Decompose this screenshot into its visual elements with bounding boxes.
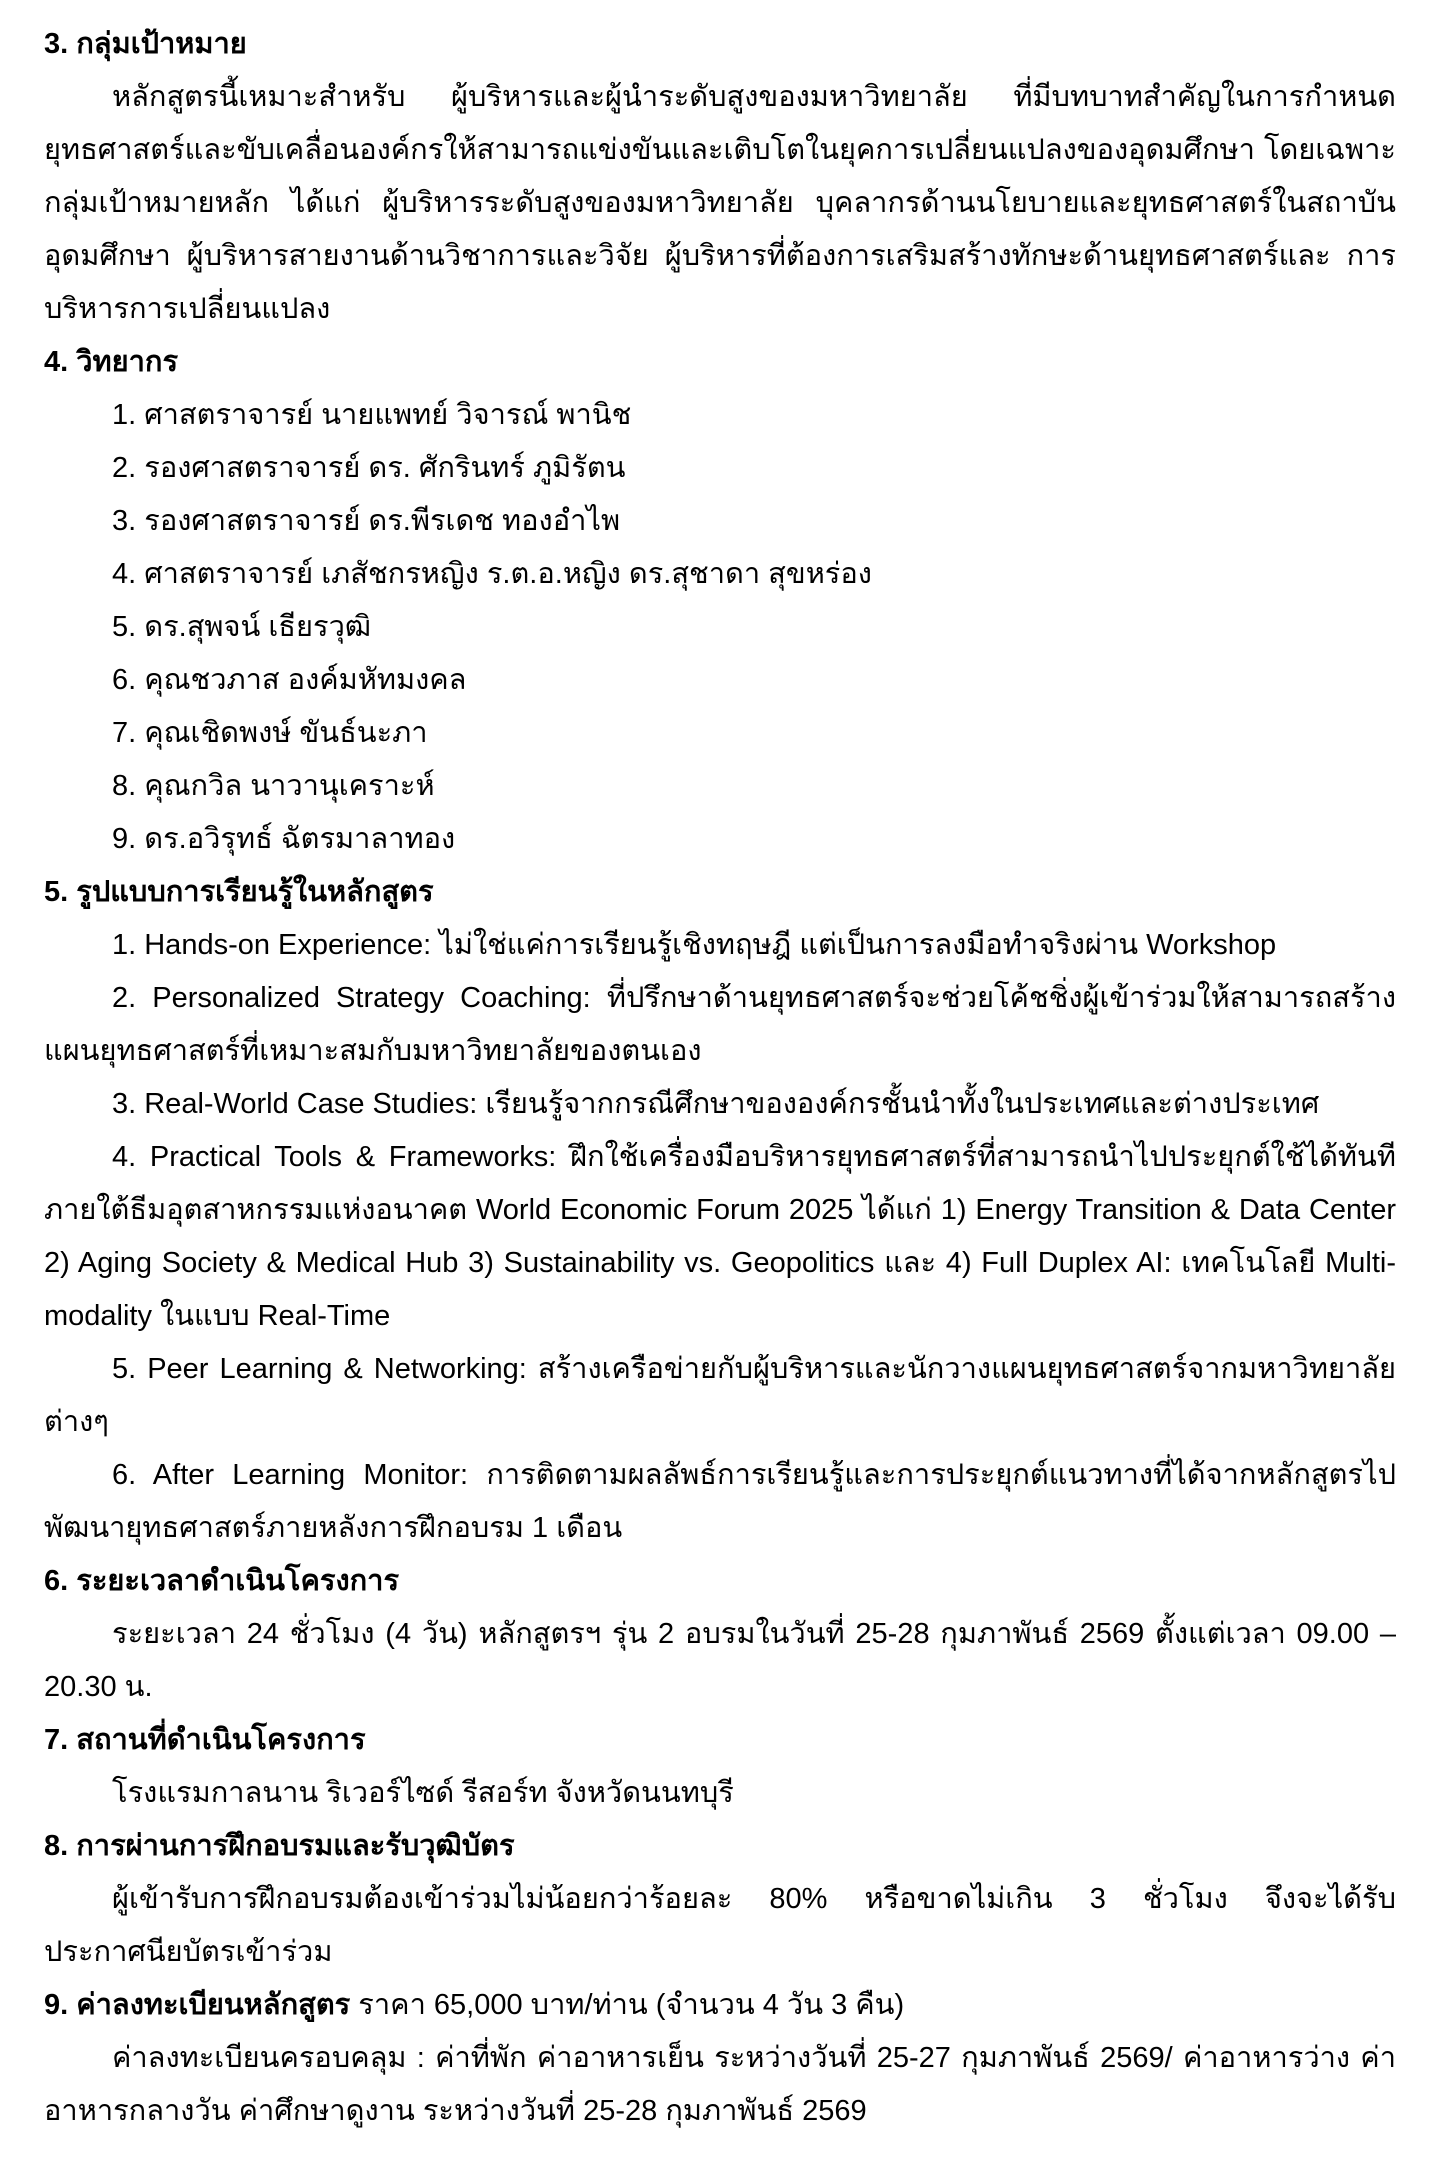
- paragraph: 5. Peer Learning & Networking: สร้างเครือข่ายกับผู้บริหารและนักวางแผนยุทธศาสตร์จากมหาวิทยาลัยต่างๆ: [44, 1353, 1396, 1438]
- section-heading: [44, 1979, 1396, 2032]
- paragraph: ระยะเวลา 24 ชั่วโมง (4 วัน) หลักสูตรฯ รุ่น 2 อบรมในวันที่ 25-28 กุมภาพันธ์ 2569 ตั้งแต่เวลา 09.00 – 20.30 น.: [44, 1618, 1396, 1703]
- list-item: 5. ดร.สุพจน์ เธียรวุฒิ: [112, 611, 372, 643]
- paragraph: 2. Personalized Strategy Coaching: ที่ปรึกษาด้านยุทธศาสตร์จะช่วยโค้ชชิ่งผู้เข้าร่วมให้สามารถสร้างแผนยุทธศาสตร์ที่เหมาะสมกับมหาวิทยาลัยของตนเอง: [44, 982, 1396, 1067]
- section-heading: 5. รูปแบบการเรียนรู้ในหลักสูตร: [44, 876, 434, 908]
- list-item: 7. คุณเชิดพงษ์ ขันธ์นะภา: [112, 717, 428, 749]
- section-heading: 7. สถานที่ดำเนินโครงการ: [44, 1724, 366, 1756]
- list-item: 9. ดร.อวิรุทธ์ ฉัตรมาลาทอง: [112, 823, 456, 855]
- section-heading: 3. กลุ่มเป้าหมาย: [44, 28, 247, 60]
- section-heading-normal-part: ราคา 65,000 บาท/ท่าน (จำนวน 4 วัน 3 คืน): [350, 1989, 905, 2021]
- paragraph: ค่าลงทะเบียนครอบคลุม : ค่าที่พัก ค่าอาหารเย็น ระหว่างวันที่ 25-27 กุมภาพันธ์ 2569/ ค่าอาหารว่าง ค่าอาหารกลางวัน ค่าศึกษาดูงาน ระหว่างวันที่ 25-28 กุมภาพันธ์ 2569: [44, 2042, 1396, 2127]
- list-item: 8. คุณกวิล นาวานุเคราะห์: [112, 770, 435, 802]
- section-heading: 6. ระยะเวลาดำเนินโครงการ: [44, 1565, 400, 1597]
- section-heading-bold-part: 9. ค่าลงทะเบียนหลักสูตร: [44, 1989, 351, 2021]
- paragraph: 4. Practical Tools & Frameworks: ฝึกใช้เครื่องมือบริหารยุทธศาสตร์ที่สามารถนำไปประยุกต์ใช้ได้ทันที ภายใต้ธีมอุตสาหกรรมแห่งอนาคต World Economic Forum 2025 ได้แก่ 1) Energy Transition & Data Center 2) Aging Society & Medical Hub 3) Sustainability vs. Geopolitics และ 4) Full Duplex AI: เทคโนโลยี Multi-modality ในแบบ Real-Time: [44, 1141, 1396, 1332]
- list-item: 1. ศาสตราจารย์ นายแพทย์ วิจารณ์ พานิช: [112, 399, 632, 431]
- section-heading: 8. การผ่านการฝึกอบรมและรับวุฒิบัตร: [44, 1830, 515, 1862]
- list-item: 2. รองศาสตราจารย์ ดร. ศักรินทร์ ภูมิรัตน: [112, 452, 626, 484]
- paragraph: โรงแรมกาลนาน ริเวอร์ไซด์ รีสอร์ท จังหวัดนนทบุรี: [112, 1777, 734, 1809]
- section-heading: 4. วิทยากร: [44, 346, 179, 378]
- paragraph: หลักสูตรนี้เหมาะสำหรับ ผู้บริหารและผู้นำระดับสูงของมหาวิทยาลัย ที่มีบทบาทสำคัญในการกำหนดยุทธศาสตร์และขับเคลื่อนองค์กรให้สามารถแข่งขันและเติบโตในยุคการเปลี่ยนแปลงของอุดมศึกษา โดยเฉพาะกลุ่มเป้าหมายหลัก ได้แก่ ผู้บริหารระดับสูงของมหาวิทยาลัย บุคลากรด้านนโยบายและยุทธศาสตร์ในสถาบันอุดมศึกษา ผู้บริหารสายงานด้านวิชาการและวิจัย ผู้บริหารที่ต้องการเสริมสร้างทักษะด้านยุทธศาสตร์และ การบริหารการเปลี่ยนแปลง: [44, 81, 1396, 325]
- paragraph: 6. After Learning Monitor: การติดตามผลลัพธ์การเรียนรู้และการประยุกต์แนวทางที่ได้จากหลักสูตรไปพัฒนายุทธศาสตร์ภายหลังการฝึกอบรม 1 เดือน: [44, 1459, 1396, 1544]
- list-item: 6. คุณชวภาส องค์มหัทมงคล: [112, 664, 467, 696]
- list-item: 3. รองศาสตราจารย์ ดร.พีรเดช ทองอำไพ: [112, 505, 621, 537]
- list-item: 4. ศาสตราจารย์ เภสัชกรหญิง ร.ต.อ.หญิง ดร.สุชาดา สุขหร่อง: [112, 558, 872, 590]
- paragraph: ผู้เข้ารับการฝึกอบรมต้องเข้าร่วมไม่น้อยกว่าร้อยละ 80% หรือขาดไม่เกิน 3 ชั่วโมง จึงจะได้รับประกาศนียบัตรเข้าร่วม: [44, 1883, 1396, 1968]
- paragraph: 3. Real-World Case Studies: เรียนรู้จากกรณีศึกษาขององค์กรชั้นนำทั้งในประเทศและต่างประเทศ: [112, 1088, 1320, 1120]
- paragraph: 1. Hands-on Experience: ไม่ใช่แค่การเรียนรู้เชิงทฤษฎี แต่เป็นการลงมือทำจริงผ่าน Workshop: [112, 929, 1277, 961]
